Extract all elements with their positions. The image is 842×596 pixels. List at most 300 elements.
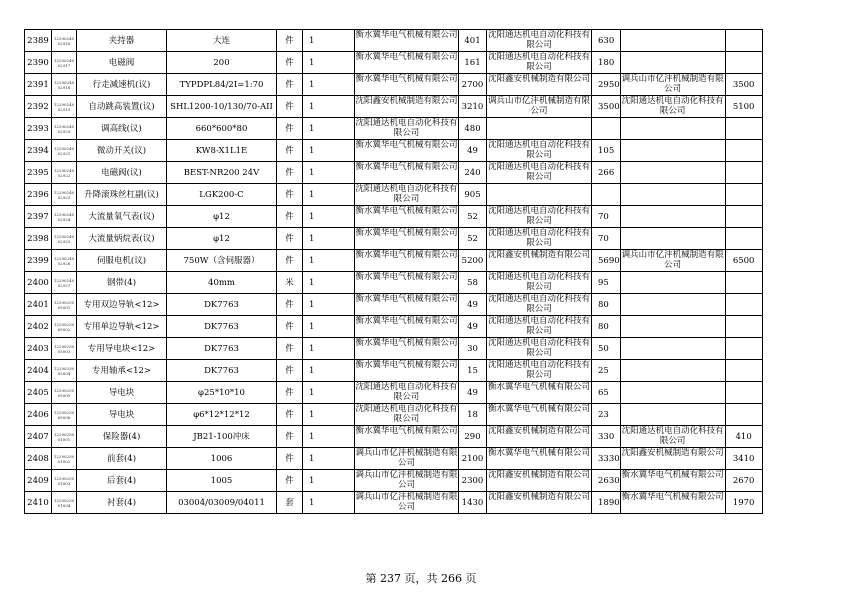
table-row — [25, 338, 763, 360]
item-unit: 件 — [277, 74, 303, 96]
price-2: 65 — [592, 382, 621, 404]
price-1: 3210 — [459, 96, 487, 118]
item-qty: 1 — [303, 228, 355, 250]
price-3: 410 — [725, 426, 762, 448]
item-qty: 1 — [303, 52, 355, 74]
price-1: 49 — [459, 140, 487, 162]
item-qty: 1 — [303, 250, 355, 272]
supplier-3-text: 沈阳通达机电自动化科技有限公司 — [621, 96, 724, 116]
supplier-1 — [355, 96, 459, 118]
supplier-3 — [620, 272, 725, 294]
supplier-3-text: 衡水冀华电气机械有限公司 — [621, 492, 724, 502]
item-unit: 件 — [277, 140, 303, 162]
supplier-2 — [487, 272, 592, 294]
supplier-2-text: 衡水冀华电气机械有限公司 — [487, 404, 590, 414]
item-code: 12290250 05003 — [52, 338, 77, 360]
item-qty: 1 — [303, 294, 355, 316]
item-code: 12290250 01001 — [52, 426, 77, 448]
supplier-2 — [487, 162, 592, 184]
supplier-1-text: 沈阳通达机电自动化科技有限公司 — [355, 118, 458, 138]
item-code: 12290250 05004 — [52, 360, 77, 382]
item-name: 调高线(议) — [77, 118, 167, 140]
supplier-1 — [355, 206, 459, 228]
item-name: 夹持器 — [77, 30, 167, 52]
supplier-1-text: 衡水冀华电气机械有限公司 — [355, 206, 458, 216]
supplier-2 — [487, 338, 592, 360]
price-3 — [725, 140, 762, 162]
price-1: 49 — [459, 294, 487, 316]
item-name: 电磁阀(议) — [77, 162, 167, 184]
item-unit: 件 — [277, 30, 303, 52]
table-row — [25, 492, 763, 514]
item-unit: 件 — [277, 316, 303, 338]
supplier-2-text: 衡水冀华电气机械有限公司 — [487, 382, 590, 392]
supplier-1-text: 衡水冀华电气机械有限公司 — [355, 316, 458, 326]
supplier-3 — [620, 404, 725, 426]
item-name: 钢带(4) — [77, 272, 167, 294]
item-code: 12290250 05001 — [52, 294, 77, 316]
table-row — [25, 118, 763, 140]
item-qty: 1 — [303, 74, 355, 96]
item-name: 衬套(4) — [77, 492, 167, 514]
supplier-2-text: 沈阳通达机电自动化科技有限公司 — [487, 228, 590, 248]
table-row — [25, 404, 763, 426]
supplier-1 — [355, 118, 459, 140]
item-name: 导电块 — [77, 404, 167, 426]
row-number: 2395 — [25, 162, 52, 184]
supplier-3 — [620, 184, 725, 206]
table-row — [25, 272, 763, 294]
item-spec: φ25*10*10 — [167, 382, 277, 404]
item-spec: 1006 — [167, 448, 277, 470]
item-qty: 1 — [303, 404, 355, 426]
row-number: 2399 — [25, 250, 52, 272]
item-code: 12290250 05005 — [52, 382, 77, 404]
supplier-1 — [355, 426, 459, 448]
supplier-2-text: 沈阳通达机电自动化科技有限公司 — [487, 360, 590, 380]
price-2 — [592, 118, 621, 140]
price-1: 2100 — [459, 448, 487, 470]
item-name: 导电块 — [77, 382, 167, 404]
table-row — [25, 316, 763, 338]
table-row — [25, 206, 763, 228]
supplier-3 — [620, 316, 725, 338]
table-row — [25, 448, 763, 470]
item-unit: 米 — [277, 272, 303, 294]
supplier-2 — [487, 228, 592, 250]
item-qty: 1 — [303, 448, 355, 470]
item-code: 12290240 02924 — [52, 206, 77, 228]
price-1: 2700 — [459, 74, 487, 96]
item-name: 专用单边导轨<12> — [77, 316, 167, 338]
item-code: 12290250 05006 — [52, 404, 77, 426]
item-unit: 件 — [277, 470, 303, 492]
row-number: 2398 — [25, 228, 52, 250]
price-table — [24, 29, 763, 514]
row-number: 2405 — [25, 382, 52, 404]
price-2: 266 — [592, 162, 621, 184]
item-code: 12290240 02918 — [52, 74, 77, 96]
supplier-1 — [355, 492, 459, 514]
table-row — [25, 30, 763, 52]
item-name: 后套(4) — [77, 470, 167, 492]
supplier-2-text: 沈阳鑫安机械制造有限公司 — [487, 470, 590, 480]
price-1: 480 — [459, 118, 487, 140]
item-name: 前套(4) — [77, 448, 167, 470]
price-3 — [725, 184, 762, 206]
item-unit: 件 — [277, 228, 303, 250]
item-spec: TYPDPL84/2I=1:70 — [167, 74, 277, 96]
supplier-1 — [355, 294, 459, 316]
item-qty: 1 — [303, 162, 355, 184]
supplier-2-text: 沈阳通达机电自动化科技有限公司 — [487, 162, 590, 182]
supplier-2 — [487, 250, 592, 272]
row-number: 2397 — [25, 206, 52, 228]
price-3 — [725, 52, 762, 74]
row-number: 2394 — [25, 140, 52, 162]
row-number: 2391 — [25, 74, 52, 96]
price-2: 105 — [592, 140, 621, 162]
supplier-1 — [355, 448, 459, 470]
supplier-3 — [620, 162, 725, 184]
supplier-1-text: 衡水冀华电气机械有限公司 — [355, 294, 458, 304]
row-number: 2389 — [25, 30, 52, 52]
table-row — [25, 96, 763, 118]
table-row — [25, 74, 763, 96]
item-qty: 1 — [303, 184, 355, 206]
item-code: 12290250 01003 — [52, 470, 77, 492]
supplier-2 — [487, 426, 592, 448]
supplier-2 — [487, 316, 592, 338]
item-name: 微动开关(议) — [77, 140, 167, 162]
supplier-1-text: 调兵山市亿沣机械制造有限公司 — [355, 470, 458, 490]
supplier-3 — [620, 206, 725, 228]
price-1: 18 — [459, 404, 487, 426]
supplier-1 — [355, 382, 459, 404]
item-spec: BEST-NR200 24V — [167, 162, 277, 184]
item-code: 12290240 02919 — [52, 96, 77, 118]
price-1: 290 — [459, 426, 487, 448]
item-spec: SHL1200-10/130/70-AII — [167, 96, 277, 118]
item-code: 12290250 05002 — [52, 316, 77, 338]
price-3 — [725, 118, 762, 140]
price-3: 1970 — [725, 492, 762, 514]
item-code: 12290240 02923 — [52, 184, 77, 206]
price-1: 49 — [459, 382, 487, 404]
item-qty: 1 — [303, 140, 355, 162]
row-number: 2409 — [25, 470, 52, 492]
price-2: 95 — [592, 272, 621, 294]
supplier-2 — [487, 206, 592, 228]
item-spec: φ12 — [167, 228, 277, 250]
supplier-1 — [355, 316, 459, 338]
supplier-2-text: 沈阳通达机电自动化科技有限公司 — [487, 338, 590, 358]
item-unit: 件 — [277, 404, 303, 426]
supplier-3 — [620, 360, 725, 382]
price-2: 50 — [592, 338, 621, 360]
supplier-1 — [355, 184, 459, 206]
table-row — [25, 228, 763, 250]
item-spec: φ12 — [167, 206, 277, 228]
supplier-3-text: 沈阳通达机电自动化科技有限公司 — [621, 426, 724, 446]
supplier-2 — [487, 96, 592, 118]
item-spec: DK7763 — [167, 316, 277, 338]
supplier-1-text: 沈阳通达机电自动化科技有限公司 — [355, 382, 458, 402]
table-row — [25, 162, 763, 184]
supplier-1-text: 衡水冀华电气机械有限公司 — [355, 426, 458, 436]
item-code: 12290250 01004 — [52, 492, 77, 514]
supplier-1 — [355, 228, 459, 250]
supplier-1 — [355, 52, 459, 74]
item-name: 保险器(4) — [77, 426, 167, 448]
supplier-3 — [620, 250, 725, 272]
item-name: 专用轴承<12> — [77, 360, 167, 382]
supplier-2-text: 调兵山市亿沣机械制造有限公司 — [487, 96, 590, 116]
item-qty: 1 — [303, 360, 355, 382]
supplier-1 — [355, 30, 459, 52]
supplier-1-text: 衡水冀华电气机械有限公司 — [355, 228, 458, 238]
price-2: 180 — [592, 52, 621, 74]
supplier-2 — [487, 382, 592, 404]
row-number: 2410 — [25, 492, 52, 514]
price-3 — [725, 162, 762, 184]
item-spec: 大连 — [167, 30, 277, 52]
price-1: 58 — [459, 272, 487, 294]
price-2 — [592, 184, 621, 206]
price-1: 905 — [459, 184, 487, 206]
supplier-2-text: 沈阳鑫安机械制造有限公司 — [487, 426, 590, 436]
table-row — [25, 250, 763, 272]
item-unit: 件 — [277, 118, 303, 140]
item-spec: 660*600*80 — [167, 118, 277, 140]
price-2: 70 — [592, 206, 621, 228]
item-spec: φ6*12*12*12 — [167, 404, 277, 426]
supplier-3-text: 沈阳鑫安机械制造有限公司 — [621, 448, 724, 458]
price-3 — [725, 382, 762, 404]
item-spec: 750W（含伺服器） — [167, 250, 277, 272]
supplier-1-text: 衡水冀华电气机械有限公司 — [355, 52, 458, 62]
supplier-2-text: 沈阳通达机电自动化科技有限公司 — [487, 30, 590, 50]
supplier-2-text: 沈阳鑫安机械制造有限公司 — [487, 250, 590, 260]
table-row — [25, 294, 763, 316]
table-row — [25, 52, 763, 74]
supplier-3 — [620, 448, 725, 470]
supplier-1 — [355, 74, 459, 96]
item-name: 伺服电机(议) — [77, 250, 167, 272]
item-qty: 1 — [303, 426, 355, 448]
item-qty: 1 — [303, 338, 355, 360]
item-qty: 1 — [303, 206, 355, 228]
supplier-2-text: 沈阳通达机电自动化科技有限公司 — [487, 272, 590, 292]
item-code: 12290240 02920 — [52, 118, 77, 140]
supplier-3-text: 衡水冀华电气机械有限公司 — [621, 470, 724, 480]
supplier-1-text: 衡水冀华电气机械有限公司 — [355, 162, 458, 172]
supplier-1-text: 沈阳通达机电自动化科技有限公司 — [355, 404, 458, 424]
price-2: 70 — [592, 228, 621, 250]
supplier-1-text: 衡水冀华电气机械有限公司 — [355, 30, 458, 40]
price-1: 52 — [459, 228, 487, 250]
table-row — [25, 360, 763, 382]
price-2: 630 — [592, 30, 621, 52]
supplier-3 — [620, 118, 725, 140]
price-3 — [725, 404, 762, 426]
price-3 — [725, 316, 762, 338]
table-row — [25, 382, 763, 404]
price-2: 1890 — [592, 492, 621, 514]
item-name: 电磁阀 — [77, 52, 167, 74]
supplier-3 — [620, 96, 725, 118]
supplier-1-text: 衡水冀华电气机械有限公司 — [355, 360, 458, 370]
supplier-2-text: 沈阳通达机电自动化科技有限公司 — [487, 140, 590, 160]
price-3: 3500 — [725, 74, 762, 96]
supplier-3 — [620, 382, 725, 404]
row-number: 2390 — [25, 52, 52, 74]
supplier-2-text: 沈阳通达机电自动化科技有限公司 — [487, 316, 590, 336]
supplier-2 — [487, 74, 592, 96]
supplier-2-text: 沈阳鑫安机械制造有限公司 — [487, 492, 590, 502]
row-number: 2404 — [25, 360, 52, 382]
supplier-3 — [620, 52, 725, 74]
price-1: 30 — [459, 338, 487, 360]
price-2: 5690 — [592, 250, 621, 272]
supplier-1-text: 衡水冀华电气机械有限公司 — [355, 74, 458, 84]
item-unit: 件 — [277, 184, 303, 206]
supplier-1 — [355, 360, 459, 382]
item-unit: 件 — [277, 250, 303, 272]
item-unit: 件 — [277, 52, 303, 74]
supplier-3 — [620, 426, 725, 448]
item-unit: 件 — [277, 360, 303, 382]
price-2: 2630 — [592, 470, 621, 492]
price-1: 161 — [459, 52, 487, 74]
supplier-1-text: 沈阳鑫安机械制造有限公司 — [355, 96, 458, 106]
item-qty: 1 — [303, 30, 355, 52]
item-spec: 200 — [167, 52, 277, 74]
item-unit: 件 — [277, 294, 303, 316]
price-2: 2950 — [592, 74, 621, 96]
item-unit: 件 — [277, 426, 303, 448]
item-qty: 1 — [303, 272, 355, 294]
price-1: 52 — [459, 206, 487, 228]
supplier-3 — [620, 294, 725, 316]
supplier-3 — [620, 74, 725, 96]
price-3: 3410 — [725, 448, 762, 470]
supplier-2-text: 沈阳通达机电自动化科技有限公司 — [487, 52, 590, 72]
item-qty: 1 — [303, 316, 355, 338]
item-code: 12290250 01002 — [52, 448, 77, 470]
item-name: 大流量炳烷表(议) — [77, 228, 167, 250]
item-spec: 40mm — [167, 272, 277, 294]
supplier-1-text: 衡水冀华电气机械有限公司 — [355, 140, 458, 150]
price-2: 3330 — [592, 448, 621, 470]
table-row — [25, 140, 763, 162]
supplier-1 — [355, 272, 459, 294]
price-2: 3500 — [592, 96, 621, 118]
price-1: 2300 — [459, 470, 487, 492]
supplier-1 — [355, 250, 459, 272]
item-qty: 1 — [303, 492, 355, 514]
price-1: 5200 — [459, 250, 487, 272]
item-qty: 1 — [303, 382, 355, 404]
item-qty: 1 — [303, 470, 355, 492]
item-unit: 套 — [277, 492, 303, 514]
row-number: 2403 — [25, 338, 52, 360]
price-3 — [725, 30, 762, 52]
item-spec: LGK200-C — [167, 184, 277, 206]
supplier-2 — [487, 448, 592, 470]
item-spec: KW8-X1L1E — [167, 140, 277, 162]
item-unit: 件 — [277, 338, 303, 360]
supplier-2-text: 沈阳通达机电自动化科技有限公司 — [487, 206, 590, 226]
item-spec: JB21-100冲床 — [167, 426, 277, 448]
price-2: 23 — [592, 404, 621, 426]
supplier-2 — [487, 140, 592, 162]
row-number: 2406 — [25, 404, 52, 426]
supplier-1-text: 衡水冀华电气机械有限公司 — [355, 338, 458, 348]
supplier-2 — [487, 184, 592, 206]
price-3: 2670 — [725, 470, 762, 492]
price-1: 49 — [459, 316, 487, 338]
item-name: 大流量氧气表(议) — [77, 206, 167, 228]
supplier-1 — [355, 470, 459, 492]
row-number: 2396 — [25, 184, 52, 206]
supplier-1-text: 衡水冀华电气机械有限公司 — [355, 250, 458, 260]
price-3 — [725, 294, 762, 316]
supplier-2 — [487, 470, 592, 492]
item-code: 12290240 02926 — [52, 250, 77, 272]
price-2: 330 — [592, 426, 621, 448]
row-number: 2392 — [25, 96, 52, 118]
supplier-1 — [355, 404, 459, 426]
item-unit: 件 — [277, 162, 303, 184]
price-1: 240 — [459, 162, 487, 184]
item-name: 自动跳高装置(议) — [77, 96, 167, 118]
item-name: 专用导电块<12> — [77, 338, 167, 360]
price-1: 401 — [459, 30, 487, 52]
item-spec: DK7763 — [167, 338, 277, 360]
supplier-2-text: 沈阳鑫安机械制造有限公司 — [487, 74, 590, 84]
item-qty: 1 — [303, 118, 355, 140]
item-spec: DK7763 — [167, 360, 277, 382]
table-row — [25, 184, 763, 206]
item-spec: 03004/03009/04011 — [167, 492, 277, 514]
supplier-1-text: 调兵山市亿沣机械制造有限公司 — [355, 492, 458, 512]
supplier-3 — [620, 228, 725, 250]
price-1: 1430 — [459, 492, 487, 514]
item-code: 12290240 02917 — [52, 52, 77, 74]
supplier-2 — [487, 360, 592, 382]
supplier-2-text: 沈阳通达机电自动化科技有限公司 — [487, 294, 590, 314]
price-3 — [725, 206, 762, 228]
row-number: 2401 — [25, 294, 52, 316]
supplier-3 — [620, 338, 725, 360]
supplier-1 — [355, 338, 459, 360]
item-code: 12290240 02916 — [52, 30, 77, 52]
supplier-2 — [487, 294, 592, 316]
price-1: 15 — [459, 360, 487, 382]
supplier-3-text: 调兵山市亿沣机械制造有限公司 — [621, 250, 724, 270]
row-number: 2393 — [25, 118, 52, 140]
price-2: 80 — [592, 294, 621, 316]
price-3: 6500 — [725, 250, 762, 272]
supplier-2 — [487, 118, 592, 140]
price-3 — [725, 360, 762, 382]
supplier-3 — [620, 140, 725, 162]
price-2: 25 — [592, 360, 621, 382]
supplier-3 — [620, 492, 725, 514]
item-name: 行走减速机(议) — [77, 74, 167, 96]
row-number: 2402 — [25, 316, 52, 338]
